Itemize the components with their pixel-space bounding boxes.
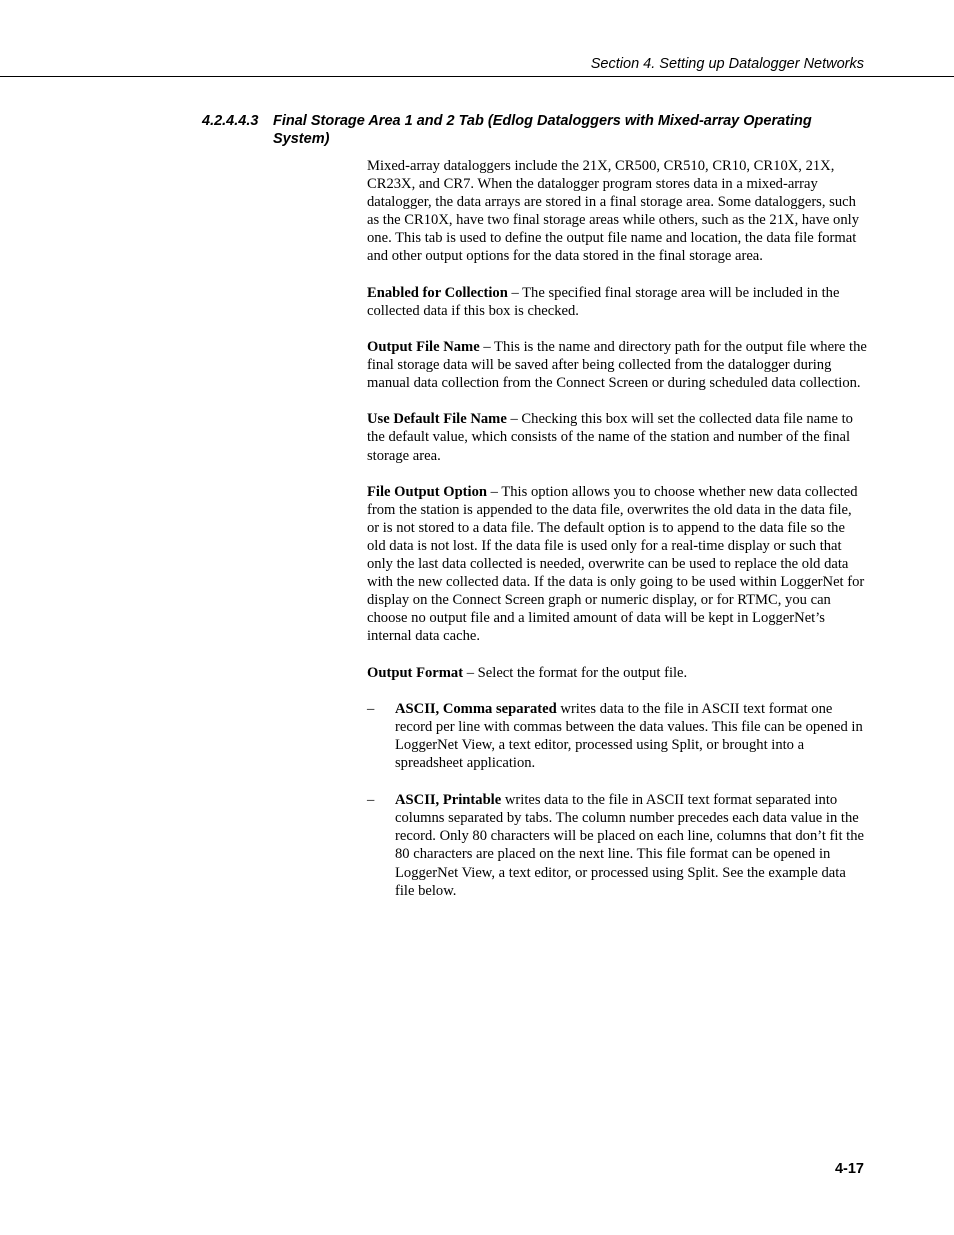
- format-term: ASCII, Comma separated: [395, 700, 557, 717]
- format-text: [395, 791, 867, 900]
- dash-bullet: –: [367, 792, 375, 809]
- header-rule: [0, 76, 954, 77]
- format-item-ascii-comma-separated: [367, 700, 867, 772]
- format-term: ASCII, Printable: [395, 792, 502, 809]
- setting-term: Output Format: [367, 664, 464, 681]
- page-number: 4-17: [834, 1161, 864, 1177]
- setting-description: – This is the name and directory path for the output file where the final storage data will be saved after being collected from the datalogger during manual data collection from the Connect Screen or during scheduled data collection.: [367, 338, 867, 392]
- section-title: Final Storage Area 1 and 2 Tab (Edlog Dataloggers with Mixed-array Operating System): [273, 113, 812, 147]
- setting-output-file-name: [367, 338, 867, 392]
- setting-enabled-for-collection: [367, 284, 867, 320]
- setting-description: – This option allows you to choose whether new data collected from the station is appended to the data file, overwrites the old data in the data file, or is not stored to a data file. The default option is to append to the data file so the old data is not lost. If the data file is used only for a real-time display or such that only the last data collected is needed, overwrite can be used to replace the old data with the new collected data. If the data is only going to be used within LoggerNet for display on the Connect Screen graph or numeric display, or for RTMC, you can choose no output file and a limited amount of data will be kept in LoggerNet’s internal data cache.: [367, 483, 865, 645]
- format-description: writes data to the file in ASCII text format separated into columns separated by tabs. The column number precedes each data value in the record. Only 80 characters will be placed on each line, columns that don’t fit the 80 characters are placed on the next line. This file format can be opened in LoggerNet View, a text editor, or processed using Split. See the example data file below.: [395, 792, 865, 899]
- setting-description: – Select the format for the output file.: [463, 664, 688, 681]
- intro-paragraph: Mixed-array dataloggers include the 21X, CR500, CR510, CR10, CR10X, 21X, CR23X, and CR7. When the datalogger program stores data in a mixed-array datalogger, the data arrays are stored in a final storage area. Some dataloggers, such as the CR10X, have two final storage areas while others, such as the 21X, have only one. This tab is used to define the output file name and location, the data file format and other output options for the data stored in the final storage area.: [367, 158, 860, 265]
- setting-description: – Checking this box will set the collected data file name to the default value, which consists of the name of the station and number of the final storage area.: [367, 411, 853, 464]
- setting-term: Enabled for Collection: [367, 284, 508, 301]
- dash-bullet: –: [367, 700, 375, 717]
- body-column: [367, 157, 867, 919]
- setting-file-output-option: [367, 483, 867, 646]
- setting-term: Use Default File Name: [367, 411, 507, 428]
- setting-use-default-file-name: [367, 410, 867, 464]
- format-item-ascii-printable: [367, 791, 867, 900]
- format-description: writes data to the file in ASCII text format one record per line with commas between the data values. This file can be opened in LoggerNet View, a text editor, processed using Split, or brought into a spreadsheet application.: [395, 700, 863, 772]
- running-header: Section 4. Setting up Datalogger Networks: [590, 56, 864, 72]
- section-heading: [202, 112, 866, 148]
- setting-term: Output File Name: [367, 338, 480, 355]
- setting-description: – The specified final storage area will be included in the collected data if this box is checked.: [367, 284, 840, 319]
- section-number: 4.2.4.4.3: [202, 113, 259, 129]
- setting-output-format: [367, 664, 867, 682]
- format-text: [395, 700, 867, 772]
- setting-term: File Output Option: [367, 483, 488, 500]
